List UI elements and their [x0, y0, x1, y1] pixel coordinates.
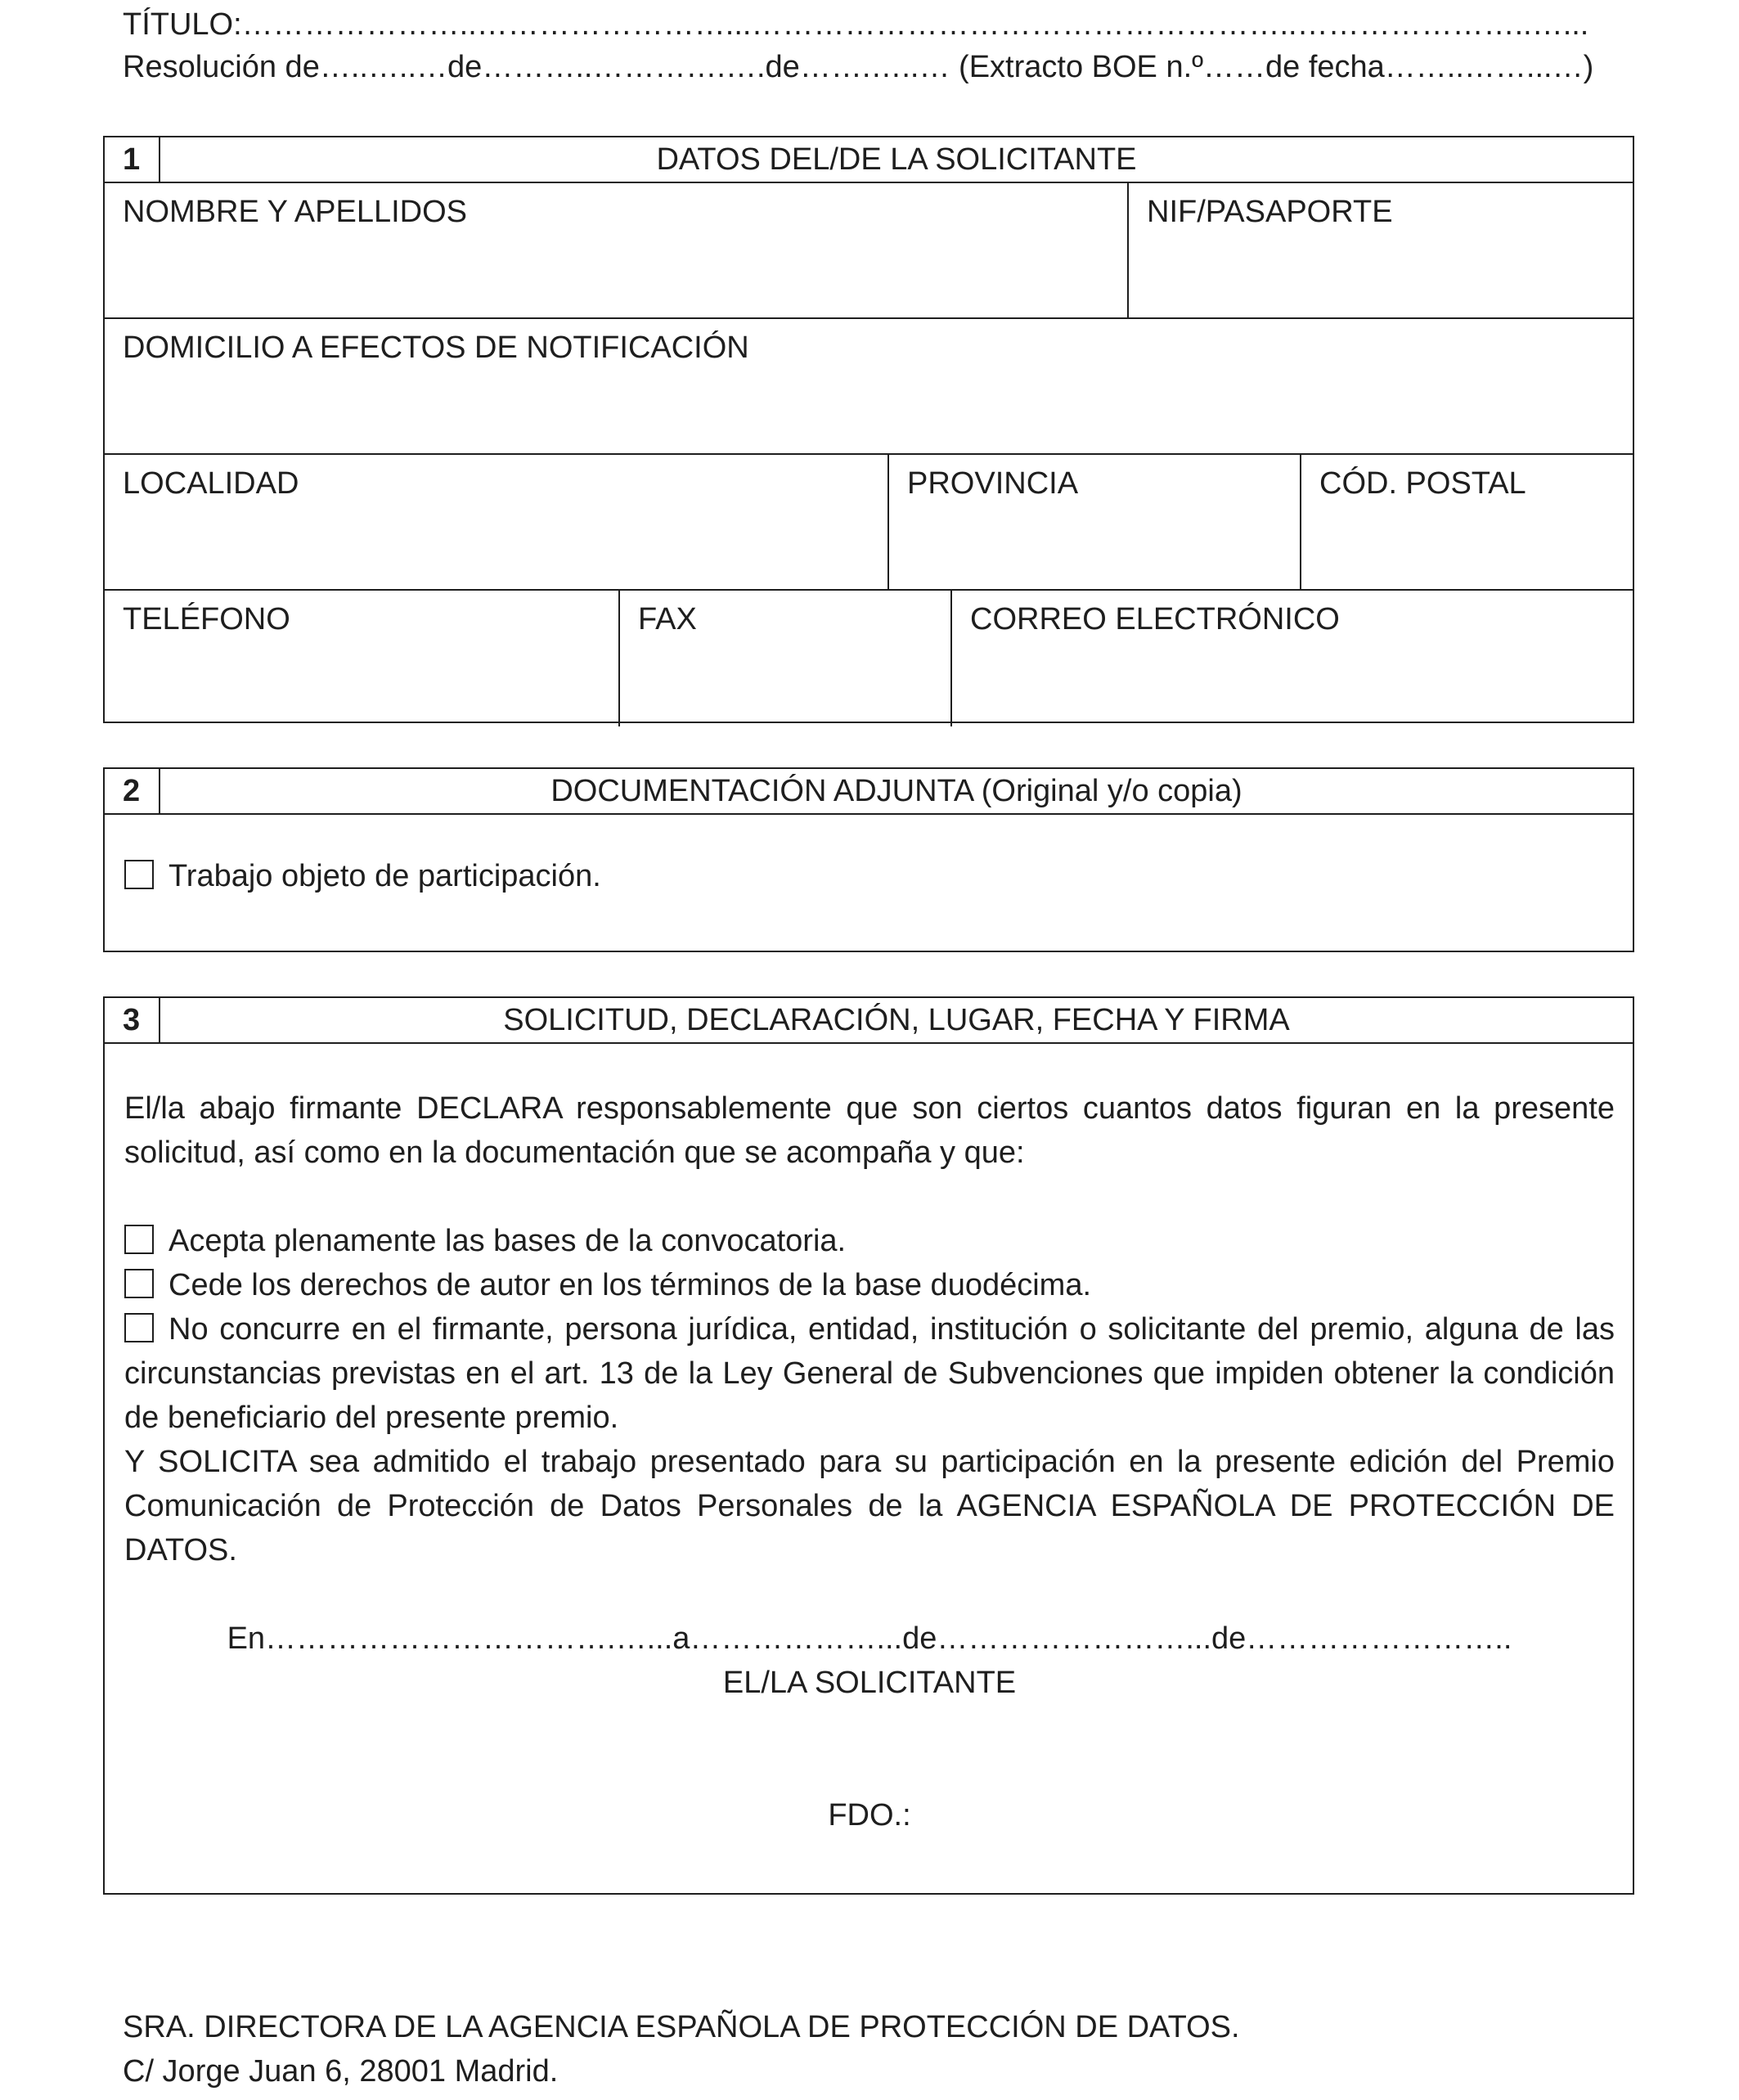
provincia-field[interactable]: [887, 455, 1300, 589]
correo-field[interactable]: [950, 591, 1633, 726]
trabajo-label: Trabajo objeto de participación.: [169, 859, 601, 893]
domicilio-field[interactable]: [105, 319, 1633, 453]
row-localidad: [105, 455, 1633, 591]
section-2-documentacion: [103, 767, 1634, 952]
nif-label: NIF/PASAPORTE: [1147, 195, 1393, 229]
direccion-line: C/ Jorge Juan 6, 28001 Madrid.: [123, 2054, 559, 2089]
no-concurre-checkbox[interactable]: [124, 1313, 154, 1342]
nombre-label: NOMBRE Y APELLIDOS: [123, 195, 467, 229]
nombre-field[interactable]: [105, 183, 1127, 317]
no-concurre-label: No concurre en el firmante, persona jurídica, entidad, institución o solicitante del premio, alguna de las circunstancias previstas en el art. 13 de la Ley General de Subvenciones que impiden obtener la condición de beneficiario del presente premio.: [124, 1312, 1615, 1435]
documentacion-item: [105, 815, 1633, 894]
localidad-field[interactable]: [105, 455, 887, 589]
section-number: 1: [105, 137, 160, 182]
domicilio-label: DOMICILIO A EFECTOS DE NOTIFICACIÓN: [123, 331, 749, 365]
row-nombre: [105, 183, 1633, 319]
derechos-label: Cede los derechos de autor en los términos de la base duodécima.: [169, 1268, 1092, 1302]
resolucion-line: Resolución de…..…..…de………..………….….de…….…..… (Extracto BOE n.º……de fecha……..……...…): [123, 50, 1594, 84]
titulo-line: TÍTULO:…………………..……………………...……………………………………………..…………………..…...: [123, 7, 1589, 42]
derechos-checkbox[interactable]: [124, 1269, 154, 1298]
telefono-label: TELÉFONO: [123, 602, 290, 636]
fax-field[interactable]: [618, 591, 950, 726]
section-2-header: [105, 769, 1633, 815]
row-domicilio: [105, 319, 1633, 455]
localidad-label: LOCALIDAD: [123, 466, 299, 501]
section-title: DOCUMENTACIÓN ADJUNTA (Original y/o copia): [550, 773, 1242, 808]
cp-label: CÓD. POSTAL: [1319, 466, 1526, 501]
destinatario-line: SRA. DIRECTORA DE LA AGENCIA ESPAÑOLA DE PROTECCIÓN DE DATOS.: [123, 2010, 1240, 2044]
section-1-header: [105, 137, 1633, 183]
check-item-no-concurre: [124, 1307, 1615, 1440]
declaracion-body: [105, 1044, 1633, 1837]
check-item-derechos: [124, 1263, 1615, 1307]
telefono-field[interactable]: [105, 591, 618, 726]
firma-label: FDO.:: [828, 1798, 911, 1832]
section-3-header: [105, 998, 1633, 1044]
trabajo-checkbox[interactable]: [124, 860, 154, 889]
solicita-text: Y SOLICITA sea admitido el trabajo presentado para su participación en la presente edición del Premio Comunicación de Protección de Datos Personales de la AGENCIA ESPAÑOLA DE PROTECCIÓN DE DATOS.: [124, 1445, 1615, 1567]
section-number: 2: [105, 769, 160, 813]
cp-field[interactable]: [1300, 455, 1633, 589]
section-number: 3: [105, 998, 160, 1042]
fax-label: FAX: [638, 602, 697, 636]
declaracion-intro: El/la abajo firmante DECLARA responsablemente que son ciertos cuantos datos figuran en la presente solicitud, así como en la documentación que se acompaña y que:: [124, 1091, 1615, 1170]
row-contacto: [105, 591, 1633, 726]
section-3-solicitud: [103, 996, 1634, 1895]
section-1-datos-solicitante: [103, 136, 1634, 723]
section-title: DATOS DEL/DE LA SOLICITANTE: [656, 142, 1137, 177]
bases-checkbox[interactable]: [124, 1225, 154, 1254]
solicitante-label: EL/LA SOLICITANTE: [722, 1666, 1017, 1700]
section-title: SOLICITUD, DECLARACIÓN, LUGAR, FECHA Y FIRMA: [503, 1002, 1290, 1037]
check-item-bases: [124, 1219, 1615, 1263]
lugar-fecha-line: En…………………………….…...a………………...de……………………...de……………………..: [227, 1621, 1512, 1656]
correo-label: CORREO ELECTRÓNICO: [970, 602, 1340, 636]
nif-field[interactable]: [1127, 183, 1633, 317]
provincia-label: PROVINCIA: [907, 466, 1079, 501]
bases-label: Acepta plenamente las bases de la convocatoria.: [169, 1224, 847, 1258]
